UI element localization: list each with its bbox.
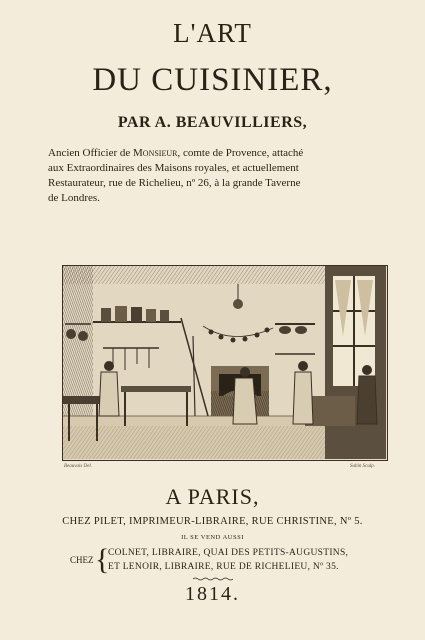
description-line-1: [48, 146, 388, 161]
engraving-credit-engraver: Sabin Sculp.: [350, 464, 375, 469]
imprint-chez: CHEZ: [70, 555, 94, 565]
description-text: , comte de Provence, attaché: [177, 147, 304, 159]
author-line: [0, 114, 425, 132]
title-line-2: DU CUISINIER,: [92, 62, 333, 98]
description-line-4: de Londres.: [48, 192, 100, 204]
title-line-1: L'ART: [173, 18, 252, 48]
description-line-2: aux Extraordinaires des Maisons royales, et actuellement: [48, 162, 299, 174]
description-line-3: Restaurateur, rue de Richelieu, nº 26, à la grande Taverne: [48, 177, 301, 189]
description-smallcaps: Monsieur: [133, 147, 178, 159]
imprint-printer: CHEZ PILET, IMPRIMEUR-LIBRAIRE, RUE CHRISTINE, Nº 5.: [62, 516, 363, 527]
imprint-seller-1: COLNET, LIBRAIRE, QUAI DES PETITS-AUGUSTINS,: [108, 548, 349, 558]
author-description: [48, 146, 388, 206]
engraving-credit-draughtsman: Beauvais Del.: [64, 464, 93, 469]
brace-icon: {: [95, 543, 110, 576]
description-text: Ancien Officier de: [48, 147, 134, 159]
imprint-year: 1814.: [185, 583, 240, 605]
kitchen-engraving: [62, 265, 388, 461]
imprint-seller-2: ET LENOIR, LIBRAIRE, RUE DE RICHELIEU, Nº 35.: [108, 562, 339, 572]
author-name: A. BEAUVILLIERS,: [154, 114, 308, 131]
author-prefix: PAR: [117, 114, 152, 131]
kitchen-engraving-illustration: [63, 266, 386, 459]
imprint-also-sold: IL SE VEND AUSSI: [181, 534, 244, 541]
imprint-place: A PARIS,: [165, 484, 260, 509]
ornamental-rule: [193, 577, 233, 581]
